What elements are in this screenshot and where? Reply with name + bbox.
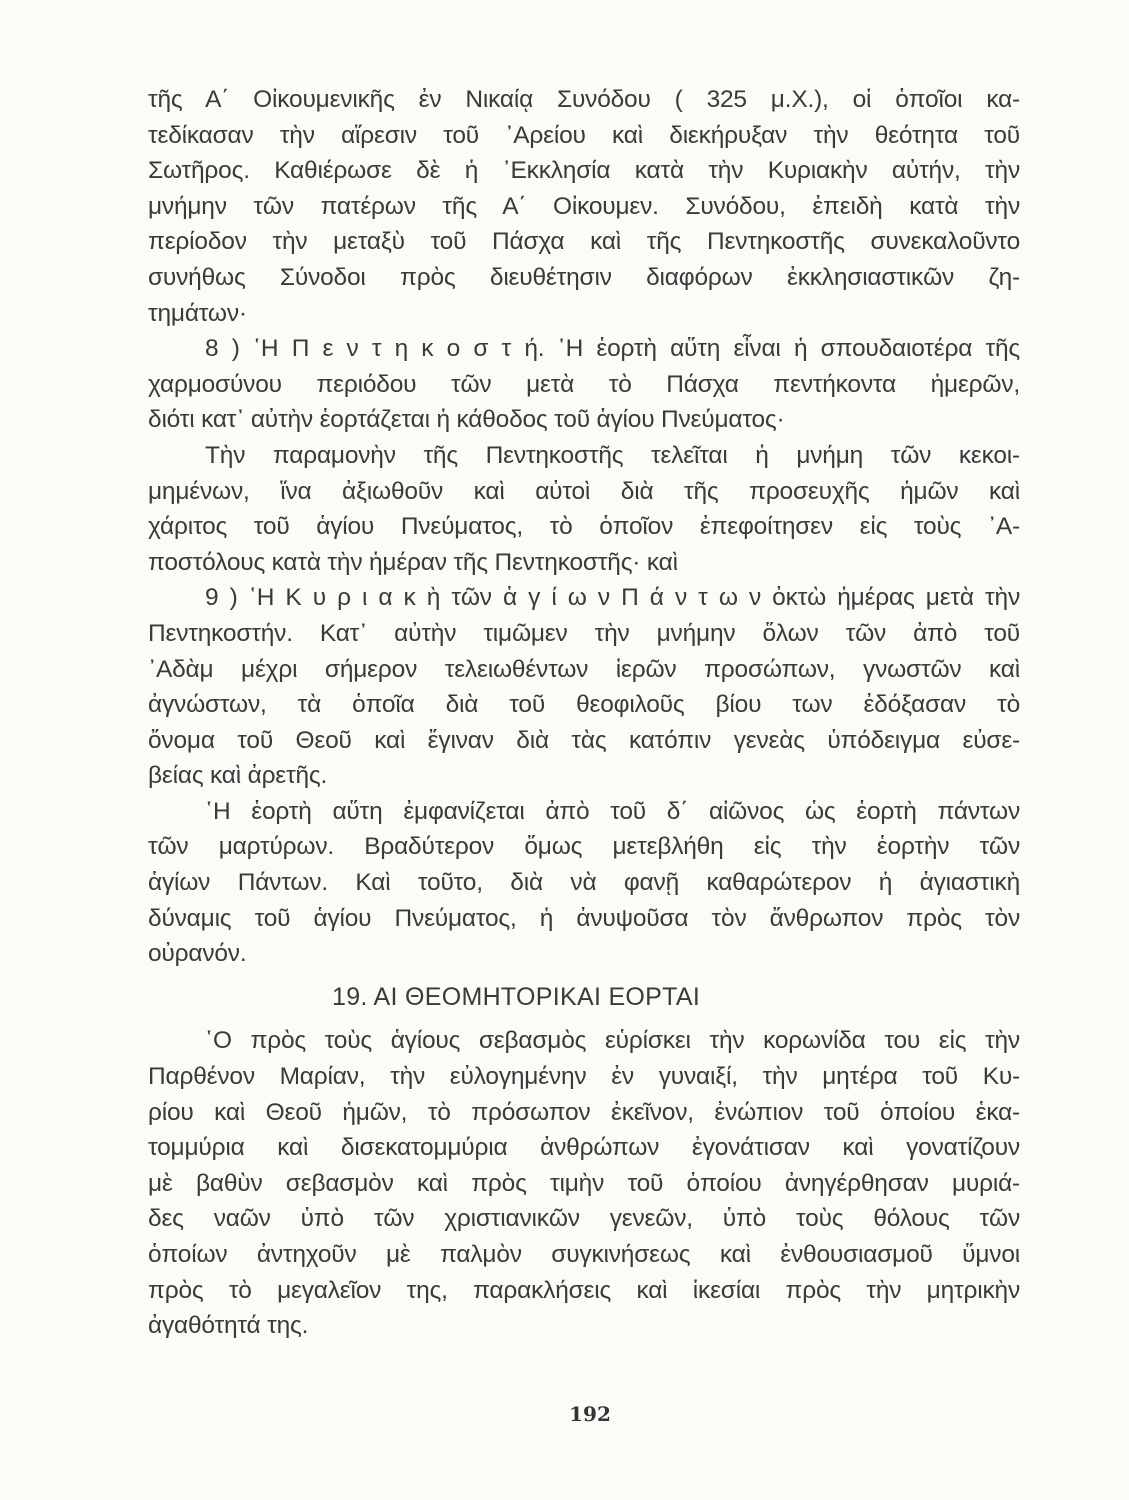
text-line: 8 ) ῾Η Π ε ν τ η κ ο σ τ ή. ῾Η ἑορτὴ αὕτη εἶναι ἡ σπουδαιοτέρα τῆς bbox=[205, 335, 1020, 363]
text-line: ἁγίων Πάντων. Καὶ τοῦτο, διὰ νὰ φανῇ καθαρώτερον ἡ ἁγιαστικὴ bbox=[148, 869, 1020, 897]
page-body bbox=[148, 82, 1020, 1344]
text-line: συνήθως Σύνοδοι πρὸς διευθέτησιν διαφόρων ἐκκλησιαστικῶν ζη- bbox=[148, 263, 1020, 291]
text-line: πρὸς τὸ μεγαλεῖον της, παρακλήσεις καὶ ἱκεσίαι πρὸς τὴν μητρικὴν bbox=[148, 1276, 1020, 1304]
text-line: μημένων, ἵνα ἀξιωθοῦν καὶ αὐτοὶ διὰ τῆς προσευχῆς ἡμῶν καὶ bbox=[148, 477, 1020, 505]
text-line: ἀγαθότητά της. bbox=[148, 1312, 309, 1340]
text-line: τῶν μαρτύρων. Βραδύτερον ὅμως μετεβλήθη εἰς τὴν ἑορτὴν τῶν bbox=[148, 833, 1020, 861]
text-line: δες ναῶν ὑπὸ τῶν χριστιανικῶν γενεῶν, ὑπὸ τοὺς θόλους τῶν bbox=[148, 1205, 1020, 1233]
page-number: 192 bbox=[569, 1402, 611, 1426]
text-line: Σωτῆρος. Καθιέρωσε δὲ ἡ ᾿Εκκλησία κατὰ τὴν Κυριακὴν αὐτήν, τὴν bbox=[148, 157, 1020, 185]
text-line: χάριτος τοῦ ἁγίου Πνεύματος, τὸ ὁποῖον ἐπεφοίτησεν εἰς τοὺς ᾿Α- bbox=[148, 513, 1020, 541]
text-line: Τὴν παραμονὴν τῆς Πεντηκοστῆς τελεῖται ἡ μνήμη τῶν κεκοι- bbox=[205, 441, 1020, 469]
text-line: ποστόλους κατὰ τὴν ἡμέραν τῆς Πεντηκοστῆς· καὶ bbox=[148, 548, 678, 576]
paragraph bbox=[148, 580, 1020, 794]
text-line: περίοδον τὴν μεταξὺ τοῦ Πάσχα καὶ τῆς Πεντηκοστῆς συνεκαλοῦντο bbox=[148, 228, 1020, 256]
section-heading: 19. ΑΙ ΘΕΟΜΗΤΟΡΙΚΑΙ ΕΟΡΤΑΙ bbox=[332, 982, 701, 1011]
text-line: τομμύρια καὶ δισεκατομμύρια ἀνθρώπων ἐγονάτισαν καὶ γονατίζουν bbox=[148, 1134, 1020, 1162]
paragraph bbox=[148, 438, 1020, 580]
text-line: οὐρανόν. bbox=[148, 940, 247, 968]
text-line: Παρθένον Μαρίαν, τὴν εὐλογημένην ἐν γυναιξί, τὴν μητέρα τοῦ Κυ- bbox=[148, 1063, 1020, 1091]
text-line: διότι κατ᾿ αὐτὴν ἑορτάζεται ἡ κάθοδος τοῦ ἁγίου Πνεύματος· bbox=[148, 406, 785, 434]
text-line: δύναμις τοῦ ἁγίου Πνεύματος, ἡ ἀνυψοῦσα τὸν ἄνθρωπον πρὸς τὸν bbox=[148, 904, 1020, 932]
text-line: μὲ βαθὺν σεβασμὸν καὶ πρὸς τιμὴν τοῦ ὁποίου ἀνηγέρθησαν μυριά- bbox=[148, 1169, 1020, 1197]
paragraph bbox=[148, 331, 1020, 438]
text-line: ρίου καὶ Θεοῦ ἡμῶν, τὸ πρόσωπον ἐκεῖνον, ἐνώπιον τοῦ ὁποίου ἑκα- bbox=[148, 1098, 1020, 1126]
text-line: τημάτων· bbox=[148, 299, 247, 327]
text-line: ἀγνώστων, τὰ ὁποῖα διὰ τοῦ θεοφιλοῦς βίου των ἐδόξασαν τὸ bbox=[148, 691, 1020, 719]
text-line: ῾Ο πρὸς τοὺς ἁγίους σεβασμὸς εὑρίσκει τὴν κορωνίδα του εἰς τὴν bbox=[205, 1027, 1020, 1055]
paragraph bbox=[148, 1023, 1020, 1343]
text-line: τῆς Α΄ Οἰκουμενικῆς ἐν Νικαίᾳ Συνόδου ( 325 μ.Χ.), οἱ ὁποῖοι κα- bbox=[148, 86, 1020, 113]
text-line: τεδίκασαν τὴν αἵρεσιν τοῦ ᾿Αρείου καὶ διεκήρυξαν τὴν θεότητα τοῦ bbox=[148, 121, 1020, 149]
text-line: Πεντηκοστήν. Κατ᾿ αὐτὴν τιμῶμεν τὴν μνήμην ὅλων τῶν ἀπὸ τοῦ bbox=[148, 619, 1020, 647]
paragraph bbox=[148, 82, 1020, 331]
text-line: ᾿Αδὰμ μέχρι σήμερον τελειωθέντων ἱερῶν προσώπων, γνωστῶν καὶ bbox=[148, 655, 1020, 683]
text-line: ῾Η ἑορτὴ αὕτη ἐμφανίζεται ἀπὸ τοῦ δ΄ αἰῶνος ὡς ἑορτὴ πάντων bbox=[205, 797, 1020, 825]
text-line: ὁποίων ἀντηχοῦν μὲ παλμὸν συγκινήσεως καὶ ἐνθουσιασμοῦ ὕμνοι bbox=[148, 1241, 1020, 1268]
text-line: βείας καὶ ἀρετῆς. bbox=[148, 762, 328, 790]
text-line: ὄνομα τοῦ Θεοῦ καὶ ἔγιναν διὰ τὰς κατόπιν γενεὰς ὑπόδειγμα εὐσε- bbox=[148, 726, 1020, 754]
paragraph bbox=[148, 794, 1020, 972]
text-line: χαρμοσύνου περιόδου τῶν μετὰ τὸ Πάσχα πεντήκοντα ἡμερῶν, bbox=[148, 370, 1020, 398]
text-line: 9 ) ῾Η Κ υ ρ ι α κ ὴ τῶν ἁ γ ί ω ν Π ά ν τ ω ν ὀκτὼ ἡμέρας μετὰ τὴν bbox=[205, 584, 1020, 612]
text-line: μνήμην τῶν πατέρων τῆς Α΄ Οἰκουμεν. Συνόδου, ἐπειδὴ κατὰ τὴν bbox=[148, 192, 1020, 220]
